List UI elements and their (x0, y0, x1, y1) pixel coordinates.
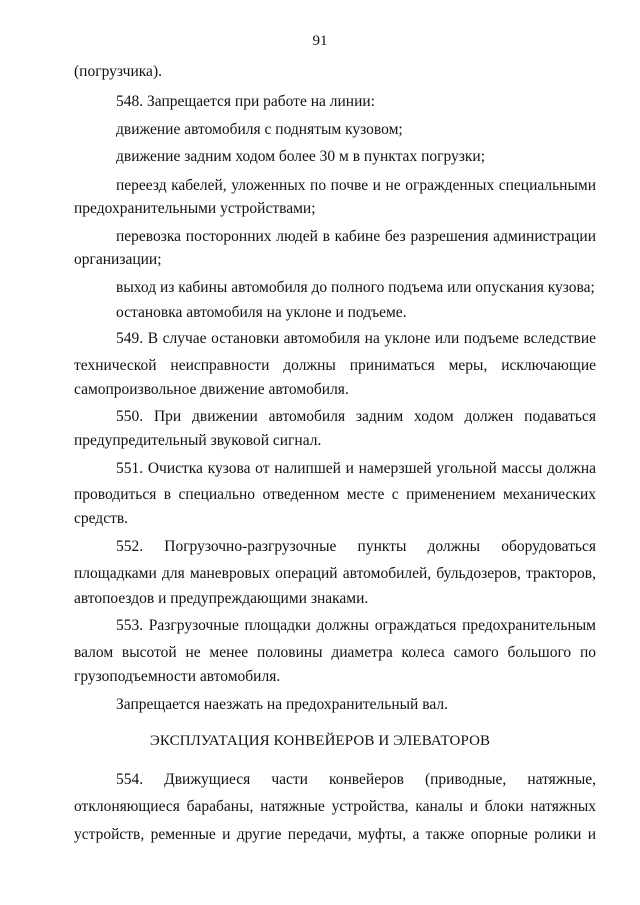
text-line: перевозка посторонних людей в кабине без разрешения администрации (116, 228, 596, 245)
text-line: 552. Погрузочно-разгрузочные пункты должны оборудоваться (116, 538, 596, 555)
text-line: технической неисправности должны приниматься меры, исключающие (74, 357, 596, 374)
text-line: предупредительный звуковой сигнал. (74, 432, 322, 449)
text-line: самопроизвольное движение автомобиля. (74, 381, 349, 398)
text-line: (погрузчика). (74, 63, 162, 80)
text-line: 548. Запрещается при работе на линии: (116, 93, 375, 110)
text-line: выход из кабины автомобиля до полного подъема или опускания кузова; (116, 279, 595, 296)
text-line: грузоподъемности автомобиля. (74, 668, 281, 685)
text-line: движение задним ходом более 30 м в пунктах погрузки; (116, 148, 486, 165)
text-line: устройств, ременные и другие передачи, муфты, а также опорные ролики и (74, 826, 596, 843)
text-line: 551. Очистка кузова от налипшей и намерзшей угольной массы должна (116, 460, 596, 477)
text-line: отклоняющиеся барабаны, натяжные устройства, каналы и блоки натяжных (74, 798, 596, 815)
text-line: валом высотой не менее половины диаметра колеса самого большого по (74, 644, 596, 661)
text-line: переезд кабелей, уложенных по почве и не огражденных специальными (116, 177, 596, 194)
text-line: Запрещается наезжать на предохранительный вал. (116, 696, 448, 713)
text-line: проводиться в специально отведенном месте с применением механических (74, 486, 596, 503)
text-line: движение автомобиля с поднятым кузовом; (116, 121, 403, 138)
text-line: средств. (74, 510, 129, 527)
page-number: 91 (312, 33, 328, 49)
text-line: 550. При движении автомобиля задним ходом должен подаваться (116, 408, 596, 425)
text-line: 549. В случае остановки автомобиля на уклоне или подъеме вследствие (116, 330, 596, 347)
text-line: организации; (74, 251, 162, 268)
text-line: площадками для маневровых операций автомобилей, бульдозеров, тракторов, (74, 565, 596, 582)
text-line: автопоездов и предупреждающими знаками. (74, 590, 369, 607)
text-line: остановка автомобиля на уклоне и подъеме. (116, 304, 407, 321)
text-line: предохранительными устройствами; (74, 200, 316, 217)
text-line: 554. Движущиеся части конвейеров (приводные, натяжные, (116, 771, 596, 788)
text-line: 553. Разгрузочные площадки должны ограждаться предохранительным (116, 617, 596, 634)
section-heading: ЭКСПЛУАТАЦИЯ КОНВЕЙЕРОВ И ЭЛЕВАТОРОВ (149, 733, 491, 749)
